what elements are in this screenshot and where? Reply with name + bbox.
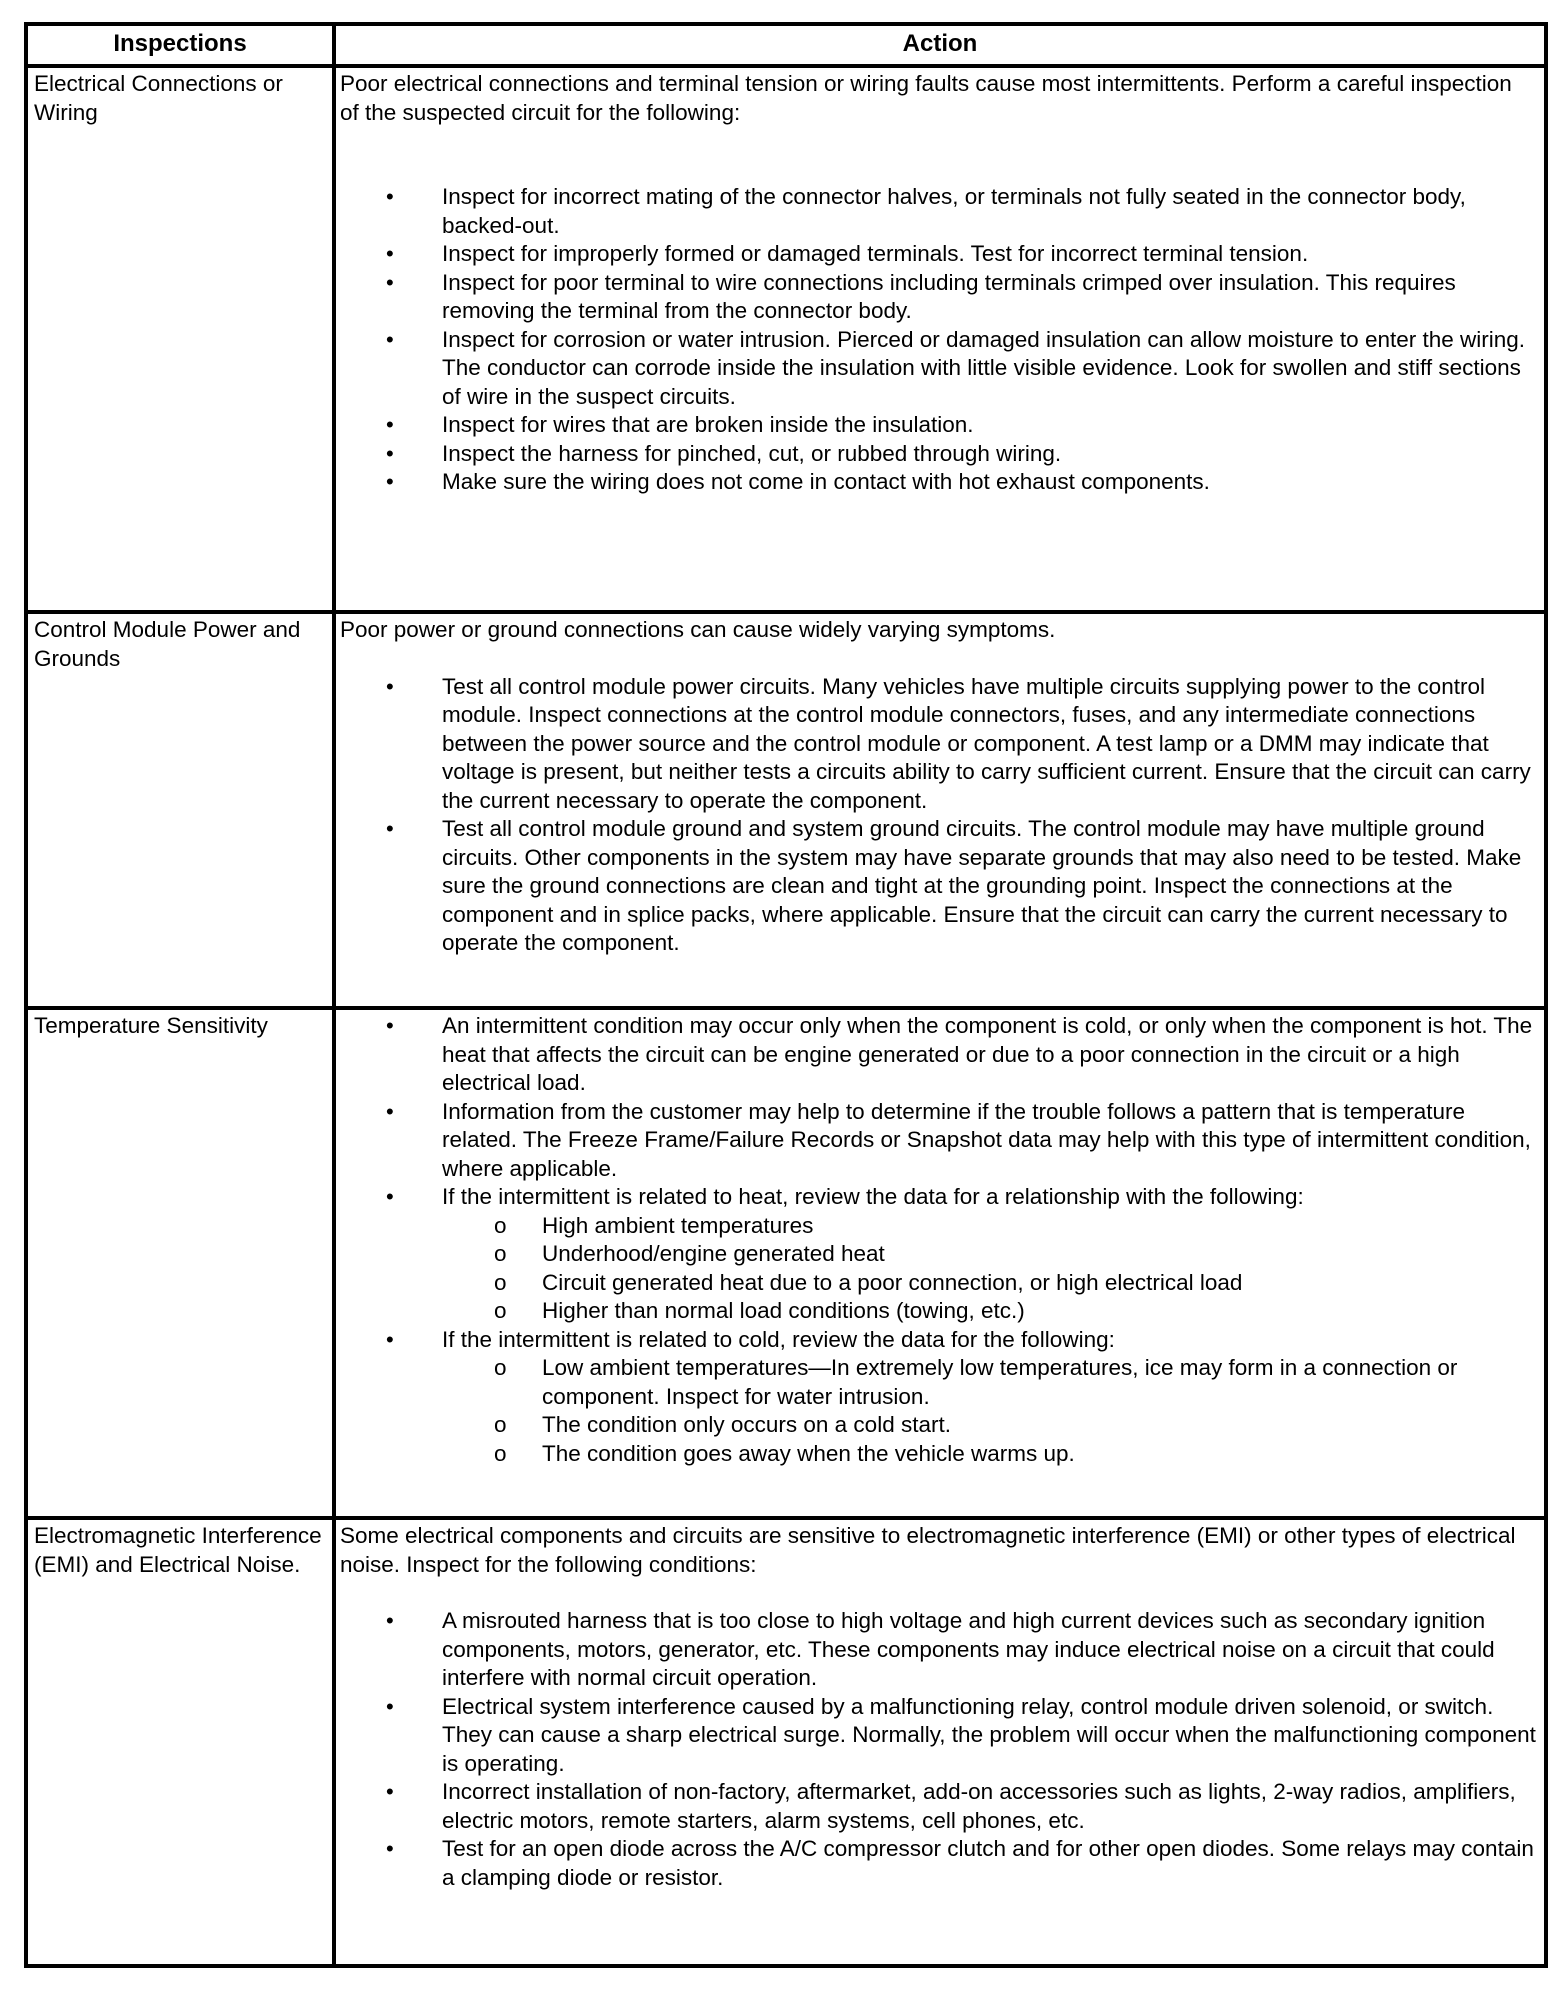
header-row — [26, 24, 1546, 66]
bullet-item: • Test for an open diode across the A/C compressor clutch and for other open diodes. Some relays may contain a clamping diode or resistor. — [442, 1835, 1536, 1892]
inspection-cell: Control Module Power and Grounds — [26, 612, 334, 1008]
bullet-list — [340, 1012, 1536, 1468]
sub-item: o Circuit generated heat due to a poor connection, or high electrical load — [542, 1269, 1536, 1298]
header-action: Action — [334, 24, 1546, 66]
table-row — [26, 1008, 1546, 1518]
inspection-cell: Temperature Sensitivity — [26, 1008, 334, 1518]
action-cell — [334, 612, 1546, 1008]
inspection-table — [24, 22, 1548, 1968]
bullet-list — [340, 673, 1536, 958]
sub-list — [442, 1212, 1536, 1326]
sub-item: o The condition goes away when the vehicle warms up. — [542, 1440, 1536, 1469]
bullet-item — [442, 1326, 1536, 1469]
inspection-cell: Electromagnetic Interference (EMI) and Electrical Noise. — [26, 1518, 334, 1966]
action-intro: Some electrical components and circuits are sensitive to electromagnetic interference (EMI) or other types of electrical noise. Inspect for the following conditions: — [340, 1523, 1516, 1577]
bullet-text: Information from the customer may help to determine if the trouble follows a pattern that is temperature related. The Freeze Frame/Failure Records or Snapshot data may help with this type of intermittent condition, where applicable. — [442, 1098, 1531, 1181]
sub-item: o High ambient temperatures — [542, 1212, 1536, 1241]
table-row — [26, 66, 1546, 612]
sub-item: o Underhood/engine generated heat — [542, 1240, 1536, 1269]
bullet-item: • Make sure the wiring does not come in contact with hot exhaust components. — [442, 468, 1536, 497]
bullet-list — [340, 183, 1536, 497]
action-cell — [334, 1518, 1546, 1966]
bullet-item: • Inspect for wires that are broken inside the insulation. — [442, 411, 1536, 440]
bullet-item: • Inspect for incorrect mating of the connector halves, or terminals not fully seated in the connector body, backed-out. — [442, 183, 1536, 240]
bullet-text: If the intermittent is related to cold, review the data for the following: — [442, 1326, 1115, 1352]
sub-list — [442, 1354, 1536, 1468]
bullet-text: An intermittent condition may occur only when the component is cold, or only when the component is hot. The heat that affects the circuit can be engine generated or due to a poor connection in the circuit or a high electrical load. — [442, 1013, 1533, 1095]
bullet-item — [442, 1183, 1536, 1326]
action-intro: Poor electrical connections and terminal tension or wiring faults cause most intermittents. Perform a careful inspection of the suspected circuit for the following: — [340, 71, 1512, 125]
bullet-item: • Inspect for poor terminal to wire connections including terminals crimped over insulation. This requires removing the terminal from the connector body. — [442, 269, 1536, 326]
inspection-cell: Electrical Connections or Wiring — [26, 66, 334, 612]
table-row — [26, 612, 1546, 1008]
bullet-list — [340, 1607, 1536, 1892]
bullet-item: • Inspect for corrosion or water intrusion. Pierced or damaged insulation can allow moisture to enter the wiring. The conductor can corrode inside the insulation with little visible evidence. Look for swollen and stiff sections of wire in the suspect circuits. — [442, 326, 1536, 412]
sub-item: o The condition only occurs on a cold start. — [542, 1411, 1536, 1440]
bullet-item: • A misrouted harness that is too close to high voltage and high current devices such as secondary ignition components, motors, generator, etc. These components may induce electrical noise on a circuit that could interfere with normal circuit operation. — [442, 1607, 1536, 1693]
action-cell — [334, 1008, 1546, 1518]
bullet-item: • Electrical system interference caused by a malfunctioning relay, control module driven solenoid, or switch. They can cause a sharp electrical surge. Normally, the problem will occur when the malfunctioning component is operating. — [442, 1693, 1536, 1779]
bullet-item: • Test all control module power circuits. Many vehicles have multiple circuits supplying power to the control module. Inspect connections at the control module connectors, fuses, and any intermediate connections between the power source and the control module or component. A test lamp or a DMM may indicate that voltage is present, but neither tests a circuits ability to carry sufficient current. Ensure that the circuit can carry the current necessary to operate the component. — [442, 673, 1536, 816]
sub-item: o Low ambient temperatures—In extremely low temperatures, ice may form in a connection or component. Inspect for water intrusion. — [542, 1354, 1536, 1411]
sub-item: o Higher than normal load conditions (towing, etc.) — [542, 1297, 1536, 1326]
bullet-text: If the intermittent is related to heat, review the data for a relationship with the following: — [442, 1184, 1304, 1209]
action-intro: Poor power or ground connections can cause widely varying symptoms. — [340, 617, 1056, 642]
bullet-item: • Inspect the harness for pinched, cut, or rubbed through wiring. — [442, 440, 1536, 469]
bullet-item — [442, 1098, 1536, 1184]
action-cell — [334, 66, 1546, 612]
header-inspections: Inspections — [26, 24, 334, 66]
bullet-item — [442, 1012, 1536, 1098]
table-row — [26, 1518, 1546, 1966]
bullet-item: • Inspect for improperly formed or damaged terminals. Test for incorrect terminal tension. — [442, 240, 1536, 269]
bullet-item: • Incorrect installation of non-factory, aftermarket, add-on accessories such as lights, 2-way radios, amplifiers, electric motors, remote starters, alarm systems, cell phones, etc. — [442, 1778, 1536, 1835]
bullet-item: • Test all control module ground and system ground circuits. The control module may have multiple ground circuits. Other components in the system may have separate grounds that may also need to be tested. Make sure the ground connections are clean and tight at the grounding point. Inspect the connections at the component and in splice packs, where applicable. Ensure that the circuit can carry the current necessary to operate the component. — [442, 815, 1536, 958]
